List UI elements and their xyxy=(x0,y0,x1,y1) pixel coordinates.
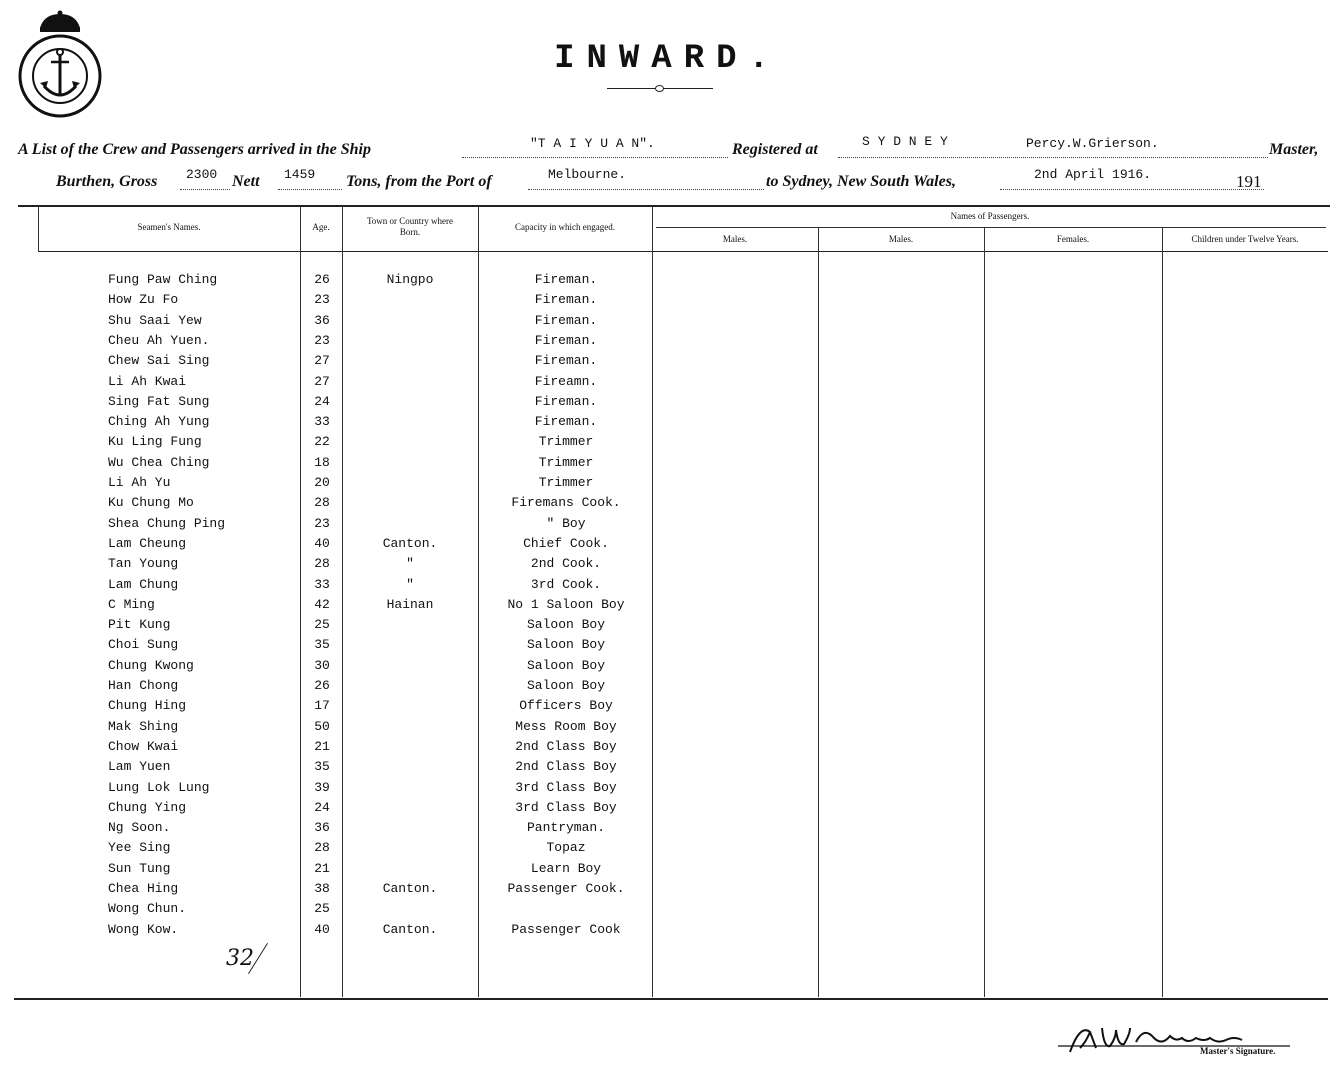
seaman-capacity: Chief Cook. xyxy=(523,535,609,551)
seaman-name: Shea Chung Ping xyxy=(108,515,226,531)
seaman-age: 17 xyxy=(314,698,330,714)
table-row xyxy=(0,901,1335,921)
header-capacity: Capacity in which engaged. xyxy=(515,222,615,232)
seaman-capacity: No 1 Saloon Boy xyxy=(507,596,625,612)
seaman-age: 21 xyxy=(314,738,330,754)
seaman-capacity: Saloon Boy xyxy=(526,617,605,633)
seaman-age: 33 xyxy=(314,576,330,592)
destination-label: to Sydney, New South Wales, xyxy=(766,173,956,190)
seaman-capacity: Officers Boy xyxy=(519,698,613,714)
seaman-capacity: Passenger Cook xyxy=(511,921,621,937)
table-row xyxy=(0,577,1335,597)
seaman-capacity: Pantryman. xyxy=(526,820,605,836)
seaman-age: 36 xyxy=(314,820,330,836)
header-seamens-names: Seamen's Names. xyxy=(137,222,201,232)
list-prefix-label: A List of the Crew and Passengers arrived in the Ship xyxy=(18,141,371,158)
table-row xyxy=(0,495,1335,515)
seaman-name: Ku Ling Fung xyxy=(108,434,202,450)
table-row xyxy=(0,820,1335,840)
arrival-date: 2nd April 1916. xyxy=(1034,167,1152,182)
seaman-name: Ku Chung Mo xyxy=(108,495,194,511)
seaman-name: C Ming xyxy=(108,596,155,612)
seaman-capacity: 3rd Class Boy xyxy=(515,799,617,815)
table-row xyxy=(0,394,1335,414)
seaman-age: 42 xyxy=(314,596,330,612)
signature-label: Master's Signature. xyxy=(1200,1046,1276,1056)
seaman-age: 35 xyxy=(314,759,330,775)
table-row xyxy=(0,292,1335,312)
seaman-age: 28 xyxy=(314,556,330,572)
seaman-name: Wong Kow. xyxy=(108,921,179,937)
ship-name: "T A I Y U A N". xyxy=(530,136,655,151)
seaman-capacity: Trimmer xyxy=(538,454,594,470)
seaman-age: 18 xyxy=(314,454,330,470)
header-children: Children under Twelve Years. xyxy=(1191,234,1299,244)
seaman-name: Cheu Ah Yuen. xyxy=(108,332,210,348)
seaman-capacity: Fireman. xyxy=(534,414,598,430)
table-row xyxy=(0,719,1335,739)
page-title: INWARD. xyxy=(554,40,781,78)
seaman-age: 20 xyxy=(314,475,330,490)
seaman-age: 23 xyxy=(314,332,330,348)
seaman-name: Chew Sai Sing xyxy=(108,353,210,369)
nett-label: Nett xyxy=(232,173,260,190)
seaman-age: 27 xyxy=(314,353,330,369)
table-row xyxy=(0,414,1335,434)
nett-tons: 1459 xyxy=(284,167,316,182)
seaman-birthplace: Hainan xyxy=(386,596,434,612)
table-row xyxy=(0,617,1335,637)
seaman-name: Li Ah Yu xyxy=(108,475,171,490)
seaman-capacity: Saloon Boy xyxy=(526,678,605,693)
seaman-age: 25 xyxy=(314,617,330,633)
seaman-age: 23 xyxy=(314,515,330,531)
seaman-capacity: Fireman. xyxy=(534,272,598,287)
table-row xyxy=(0,475,1335,495)
seaman-capacity: Mess Room Boy xyxy=(515,718,617,734)
seaman-name: Chung Ying xyxy=(108,799,187,815)
seaman-capacity: Saloon Boy xyxy=(526,637,605,653)
table-row xyxy=(0,272,1335,292)
seaman-capacity: 3rd Cook. xyxy=(530,576,602,592)
seaman-capacity: Learn Boy xyxy=(530,860,602,876)
seaman-name: Ching Ah Yung xyxy=(108,414,210,430)
table-row xyxy=(0,353,1335,373)
seaman-name: Pit Kung xyxy=(108,617,171,633)
seaman-capacity: 3rd Class Boy xyxy=(515,779,617,795)
header-town: Town or Country where Born. xyxy=(366,216,454,237)
master-name: Percy.W.Grierson. xyxy=(1026,136,1159,151)
gross-tons: 2300 xyxy=(186,167,218,182)
seaman-age: 40 xyxy=(314,921,330,937)
seaman-capacity: Trimmer xyxy=(538,434,594,450)
seaman-age: 27 xyxy=(314,373,330,389)
seaman-name: Shu Saai Yew xyxy=(108,312,202,328)
table-row xyxy=(0,536,1335,556)
table-row xyxy=(0,658,1335,678)
registered-port: S Y D N E Y xyxy=(862,134,948,149)
table-row xyxy=(0,455,1335,475)
seaman-capacity: Saloon Boy xyxy=(526,657,605,673)
seaman-name: Tan Young xyxy=(108,556,179,572)
header-passengers: Names of Passengers. xyxy=(950,211,1030,221)
seaman-age: 28 xyxy=(314,495,330,511)
header-males-1: Males. xyxy=(722,234,748,244)
seaman-name: Fung Paw Ching xyxy=(108,272,218,287)
header-bottom-rule xyxy=(38,251,1328,252)
seaman-age: 40 xyxy=(314,535,330,551)
seaman-age: 38 xyxy=(314,881,330,896)
seaman-age: 39 xyxy=(314,779,330,795)
seaman-capacity: Passenger Cook. xyxy=(507,881,625,896)
seaman-capacity: Fireman. xyxy=(534,312,598,328)
seaman-name: Chung Hing xyxy=(108,698,187,714)
seaman-capacity: Trimmer xyxy=(538,475,594,490)
seaman-name: Wong Chun. xyxy=(108,901,187,917)
seaman-age: 30 xyxy=(314,657,330,673)
table-row xyxy=(0,739,1335,759)
seaman-capacity: " Boy xyxy=(546,515,586,531)
seaman-age: 36 xyxy=(314,312,330,328)
seaman-name: Lam Yuen xyxy=(108,759,171,775)
table-row xyxy=(0,698,1335,718)
departure-port: Melbourne. xyxy=(548,167,627,182)
handwritten-total: 32 xyxy=(226,946,254,971)
seaman-name: Lam Cheung xyxy=(108,535,187,551)
table-row xyxy=(0,556,1335,576)
seaman-capacity: Firemans Cook. xyxy=(511,495,621,511)
header-females: Females. xyxy=(1056,234,1090,244)
seaman-age: 24 xyxy=(314,799,330,815)
registered-label: Registered at xyxy=(732,141,818,158)
table-top-rule xyxy=(18,205,1330,207)
seaman-name: Sing Fat Sung xyxy=(108,393,210,409)
seaman-age: 33 xyxy=(314,414,330,430)
year-label: 191 xyxy=(1236,172,1262,191)
seaman-name: Lam Chung xyxy=(108,576,179,592)
seaman-birthplace: Canton. xyxy=(382,921,438,937)
seaman-capacity: Fireman. xyxy=(534,292,598,308)
table-row xyxy=(0,759,1335,779)
seaman-age: 25 xyxy=(314,901,330,917)
title-ornament xyxy=(655,85,664,92)
seaman-capacity: Topaz xyxy=(546,840,586,856)
master-label: Master, xyxy=(1269,141,1319,158)
seaman-capacity: Fireman. xyxy=(534,353,598,369)
seaman-name: Ng Soon. xyxy=(108,820,171,836)
seaman-name: Sun Tung xyxy=(108,860,171,876)
table-row xyxy=(0,516,1335,536)
seaman-name: Chow Kwai xyxy=(108,738,179,754)
seaman-age: 50 xyxy=(314,718,330,734)
table-row xyxy=(0,434,1335,454)
seaman-capacity: 2nd Cook. xyxy=(530,556,602,572)
header-males-2: Males. xyxy=(888,234,914,244)
seaman-age: 22 xyxy=(314,434,330,450)
seaman-age: 26 xyxy=(314,678,330,693)
table-bottom-rule xyxy=(14,998,1328,1000)
seaman-age: 23 xyxy=(314,292,330,308)
seaman-birthplace: " xyxy=(406,556,414,572)
seaman-name: Lung Lok Lung xyxy=(108,779,210,795)
burthen-label: Burthen, Gross xyxy=(56,173,158,190)
table-row xyxy=(0,861,1335,881)
seaman-birthplace: " xyxy=(406,576,414,592)
seaman-capacity: 2nd Class Boy xyxy=(515,759,617,775)
tons-from-label: Tons, from the Port of xyxy=(346,173,492,190)
passenger-subheader-rule xyxy=(656,227,1326,228)
seaman-name: How Zu Fo xyxy=(108,292,179,308)
seaman-age: 28 xyxy=(314,840,330,856)
seaman-name: Choi Sung xyxy=(108,637,179,653)
seaman-age: 26 xyxy=(314,272,330,287)
table-row xyxy=(0,313,1335,333)
seaman-name: Chea Hing xyxy=(108,881,179,896)
seaman-capacity: 2nd Class Boy xyxy=(515,738,617,754)
seaman-age: 35 xyxy=(314,637,330,653)
table-row xyxy=(0,800,1335,820)
seaman-name: Li Ah Kwai xyxy=(108,373,187,389)
table-row xyxy=(0,780,1335,800)
seaman-name: Han Chong xyxy=(108,678,179,693)
table-row xyxy=(0,597,1335,617)
seaman-birthplace: Ningpo xyxy=(386,272,434,287)
seaman-name: Chung Kwong xyxy=(108,657,194,673)
seaman-birthplace: Canton. xyxy=(382,535,438,551)
table-row xyxy=(0,840,1335,860)
seaman-birthplace: Canton. xyxy=(382,881,438,896)
table-row xyxy=(0,637,1335,657)
seaman-name: Yee Sing xyxy=(108,840,171,856)
table-row xyxy=(0,678,1335,698)
table-row xyxy=(0,922,1335,942)
seaman-capacity: Fireamn. xyxy=(534,373,598,389)
seaman-capacity: Fireman. xyxy=(534,393,598,409)
seaman-age: 21 xyxy=(314,860,330,876)
seaman-name: Wu Chea Ching xyxy=(108,454,210,470)
seaman-capacity: Fireman. xyxy=(534,332,598,348)
table-row xyxy=(0,374,1335,394)
seaman-name: Mak Shing xyxy=(108,718,179,734)
header-age: Age. xyxy=(312,222,330,232)
table-row xyxy=(0,333,1335,353)
seaman-age: 24 xyxy=(314,393,330,409)
table-row xyxy=(0,881,1335,901)
crew-list xyxy=(0,272,1335,962)
